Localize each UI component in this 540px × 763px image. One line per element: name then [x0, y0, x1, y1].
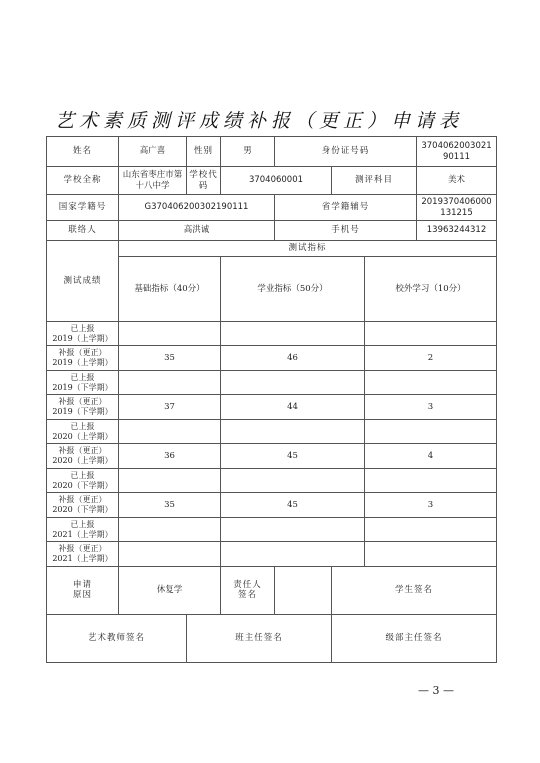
- academic-score: 44: [221, 395, 365, 420]
- school-label: 学校全称: [47, 167, 119, 195]
- director-sign-label: 级部主任签名: [332, 614, 497, 662]
- academic-score: [221, 517, 365, 542]
- score-row: [47, 346, 497, 371]
- basic-score: [119, 419, 221, 444]
- basic-score: [119, 321, 221, 346]
- responsible-label: 责任人 签名: [221, 566, 275, 614]
- outside-score: [365, 542, 497, 567]
- basic-score: 36: [119, 444, 221, 469]
- province-id-value: 2019370406000131215: [417, 195, 497, 221]
- academic-score: [221, 321, 365, 346]
- score-row-label: 已上报 2019（上学期）: [47, 321, 119, 346]
- school-code-label: 学校代码: [187, 167, 221, 195]
- school-value: 山东省枣庄市第十八中学: [119, 167, 187, 195]
- id-value: 370406200302190111: [417, 137, 497, 167]
- page-number: — 3 —: [418, 684, 454, 697]
- province-id-label: 省学籍辅号: [275, 195, 417, 221]
- outside-score: [365, 517, 497, 542]
- form-title: 艺术素质测评成绩补报（更正）申请表: [55, 110, 464, 132]
- academic-score: [221, 542, 365, 567]
- indicator-group-label: 测试指标: [119, 241, 497, 257]
- score-row: [47, 321, 497, 346]
- score-row: [47, 542, 497, 567]
- basic-score: 35: [119, 346, 221, 371]
- score-header-label: 测试成绩: [47, 241, 119, 322]
- score-row-label: 补报（更正） 2019（上学期）: [47, 346, 119, 371]
- score-row: [47, 419, 497, 444]
- name-label: 姓名: [47, 137, 119, 167]
- outside-score: [365, 370, 497, 395]
- application-form-table: [46, 136, 497, 663]
- academic-score: 45: [221, 444, 365, 469]
- gender-value: 男: [221, 137, 275, 167]
- basic-score: [119, 370, 221, 395]
- outside-score: 3: [365, 395, 497, 420]
- phone-value: 13963244312: [417, 221, 497, 241]
- column-header-outside: 校外学习（10分）: [365, 257, 497, 322]
- outside-score: [365, 419, 497, 444]
- score-row: [47, 370, 497, 395]
- reason-row: [47, 566, 497, 614]
- responsible-signature-area: [275, 566, 332, 614]
- phone-label: 手机号: [275, 221, 417, 241]
- basic-score: [119, 542, 221, 567]
- academic-score: [221, 419, 365, 444]
- national-id-value: G370406200302190111: [119, 195, 275, 221]
- signature-row: [47, 614, 497, 662]
- score-row-label: 补报（更正） 2021（上学期）: [47, 542, 119, 567]
- outside-score: 4: [365, 444, 497, 469]
- info-row-school: [47, 167, 497, 195]
- score-row: [47, 468, 497, 493]
- basic-score: 35: [119, 493, 221, 518]
- gender-label: 性别: [187, 137, 221, 167]
- column-header-basic: 基础指标（40分）: [119, 257, 221, 322]
- student-sign-label: 学生签名: [332, 566, 497, 614]
- score-row: [47, 395, 497, 420]
- national-id-label: 国家学籍号: [47, 195, 119, 221]
- score-rows: [47, 321, 497, 566]
- school-code-value: 3704060001: [221, 167, 332, 195]
- reason-label: 申请 原因: [47, 566, 119, 614]
- academic-score: [221, 468, 365, 493]
- basic-score: [119, 468, 221, 493]
- score-row-label: 补报（更正） 2019（下学期）: [47, 395, 119, 420]
- score-header-row: [47, 241, 497, 257]
- score-row-label: 补报（更正） 2020（下学期）: [47, 493, 119, 518]
- score-row: [47, 444, 497, 469]
- contact-value: 高洪诚: [119, 221, 275, 241]
- score-row-label: 已上报 2021（上学期）: [47, 517, 119, 542]
- basic-score: 37: [119, 395, 221, 420]
- contact-label: 联络人: [47, 221, 119, 241]
- class-teacher-sign-label: 班主任签名: [187, 614, 332, 662]
- outside-score: [365, 468, 497, 493]
- academic-score: 45: [221, 493, 365, 518]
- score-row: [47, 517, 497, 542]
- outside-score: 3: [365, 493, 497, 518]
- reason-value: 休复学: [119, 566, 221, 614]
- id-label: 身份证号码: [275, 137, 417, 167]
- art-teacher-sign-label: 艺术教师签名: [47, 614, 187, 662]
- score-row: [47, 493, 497, 518]
- outside-score: 2: [365, 346, 497, 371]
- column-header-academic: 学业指标（50分）: [221, 257, 365, 322]
- subject-label: 测评科目: [332, 167, 417, 195]
- score-row-label: 已上报 2020（下学期）: [47, 468, 119, 493]
- subject-value: 美术: [417, 167, 497, 195]
- score-row-label: 补报（更正） 2020（上学期）: [47, 444, 119, 469]
- basic-score: [119, 517, 221, 542]
- score-row-label: 已上报 2019（下学期）: [47, 370, 119, 395]
- info-row-contact: [47, 221, 497, 241]
- academic-score: [221, 370, 365, 395]
- name-value: 高广喜: [119, 137, 187, 167]
- academic-score: 46: [221, 346, 365, 371]
- score-row-label: 已上报 2020（上学期）: [47, 419, 119, 444]
- info-row-name: [47, 137, 497, 167]
- info-row-student-id: [47, 195, 497, 221]
- outside-score: [365, 321, 497, 346]
